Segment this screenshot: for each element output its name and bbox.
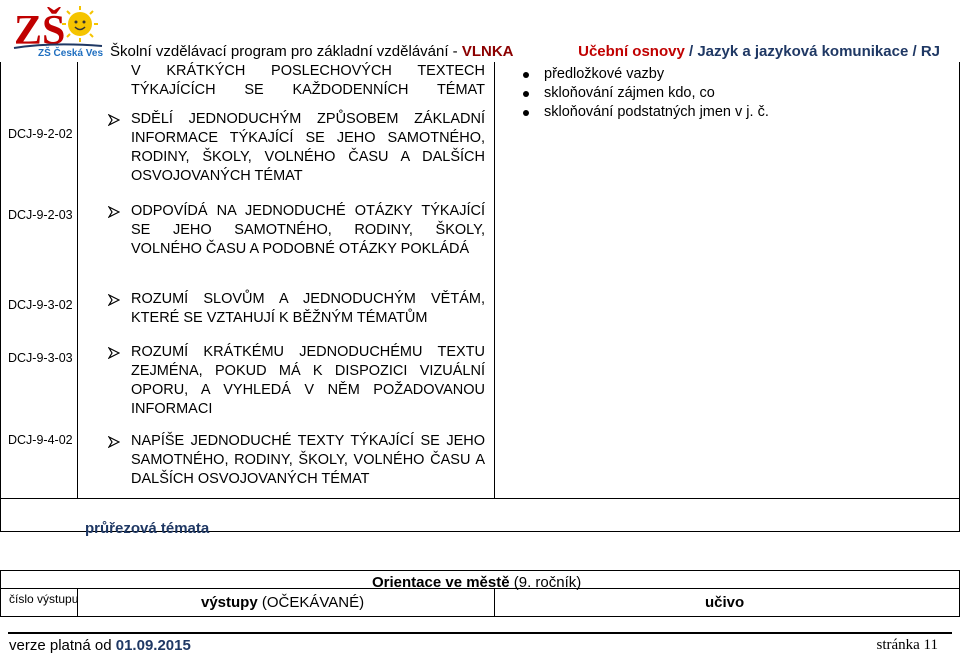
outcome-code: DCJ-9-3-03 [8, 351, 73, 365]
list-item: skloňování podstatných jmen v j. č. [520, 103, 769, 122]
arrow-bullet-icon [108, 114, 120, 126]
version-info: verze platná od 01.09.2015 [9, 637, 191, 654]
outcome-text: ROZUMÍ SLOVŮM A JEDNODUCHÝM VĚTÁM, KTERÉ SE VZTAHUJÍ K BĚŽNÝM TÉMATŮM [131, 291, 485, 326]
program-name: Školní vzdělávací program pro základní vzdělávání - [110, 43, 462, 60]
arrow-bullet-icon [108, 436, 120, 448]
ucivo-list [520, 65, 769, 122]
outcome-code: DCJ-9-4-02 [8, 433, 73, 447]
arrow-bullet-icon [108, 206, 120, 218]
outcome-text: NAPÍŠE JEDNODUCHÉ TEXTY TÝKAJÍCÍ SE JEHO SAMOTNÉHO, RODINY, ŠKOLY, VOLNÉHO ČASU A DALŠÍCH OSVOJOVANÝCH TÉMAT [131, 433, 485, 487]
subject-breadcrumb: Učební osnovy / Jazyk a jazyková komunikace / RJ [578, 43, 940, 60]
column-header-content: učivo [705, 594, 745, 611]
outcome-continued: V KRÁTKÝCH POSLECHOVÝCH TEXTECH TÝKAJÍCÍCH SE KAŽDODENNÍCH TÉMAT [131, 63, 485, 98]
page-number: stránka 11 [876, 637, 938, 653]
outcome-text: ROZUMÍ KRÁTKÉMU JEDNODUCHÉMU TEXTU ZEJMÉNA, POKUD MÁ K DISPOZICI VIZUÁLNÍ OPORU, A VYHLEDÁ V NĚM POŽADOVANOU INFORMACI [131, 344, 485, 417]
outcome-text: ODPOVÍDÁ NA JEDNODUCHÉ OTÁZKY TÝKAJÍCÍ SE JEHO SAMOTNÉHO, RODINY, ŠKOLY, VOLNÉHO ČASU A PODOBNÉ OTÁZKY POKLÁDÁ [131, 203, 485, 257]
outcome-text: SDĚLÍ JEDNODUCHÝM ZPŮSOBEM ZÁKLADNÍ INFORMACE TÝKAJÍCÍ SE JEHO SAMOTNÉHO, RODINY, ŠKOLY, VOLNÉHO ČASU A DALŠÍCH OSVOJOVANÝCH TÉMAT [131, 111, 485, 184]
arrow-bullet-icon [108, 294, 120, 306]
program-title [110, 43, 514, 60]
school-logo [12, 2, 104, 58]
page-header [0, 0, 960, 62]
sun-icon [62, 6, 98, 42]
next-table-header [0, 570, 960, 620]
list-item: skloňování zájmen kdo, co [520, 84, 769, 103]
logo-caption: ZŠ Česká Ves [38, 48, 104, 58]
column-header-code: číslo výstupu [9, 592, 79, 606]
footer-divider [8, 632, 952, 634]
program-tag: VLNKA [461, 43, 514, 60]
version-date: 01.09.2015 [115, 637, 191, 654]
outcome-code: DCJ-9-2-02 [8, 127, 73, 141]
topic-title: Orientace ve městě (9. ročník) [372, 574, 582, 591]
breadcrumb-area: Jazyk a jazyková komunikace [697, 43, 909, 60]
breadcrumb-subject: RJ [920, 43, 940, 60]
arrow-bullet-icon [108, 347, 120, 359]
column-header-outputs: výstupy (OČEKÁVANÉ) [201, 594, 365, 611]
outcomes-table [0, 62, 960, 537]
list-item: předložkové vazby [520, 65, 769, 84]
outcome-code: DCJ-9-2-03 [8, 208, 73, 222]
svg-text:ZŠ: ZŠ [14, 8, 66, 54]
outcome-code: DCJ-9-3-02 [8, 298, 73, 312]
crosscutting-themes-label: průřezová témata [85, 520, 210, 537]
breadcrumb-osnovy: Učební osnovy [578, 43, 685, 60]
